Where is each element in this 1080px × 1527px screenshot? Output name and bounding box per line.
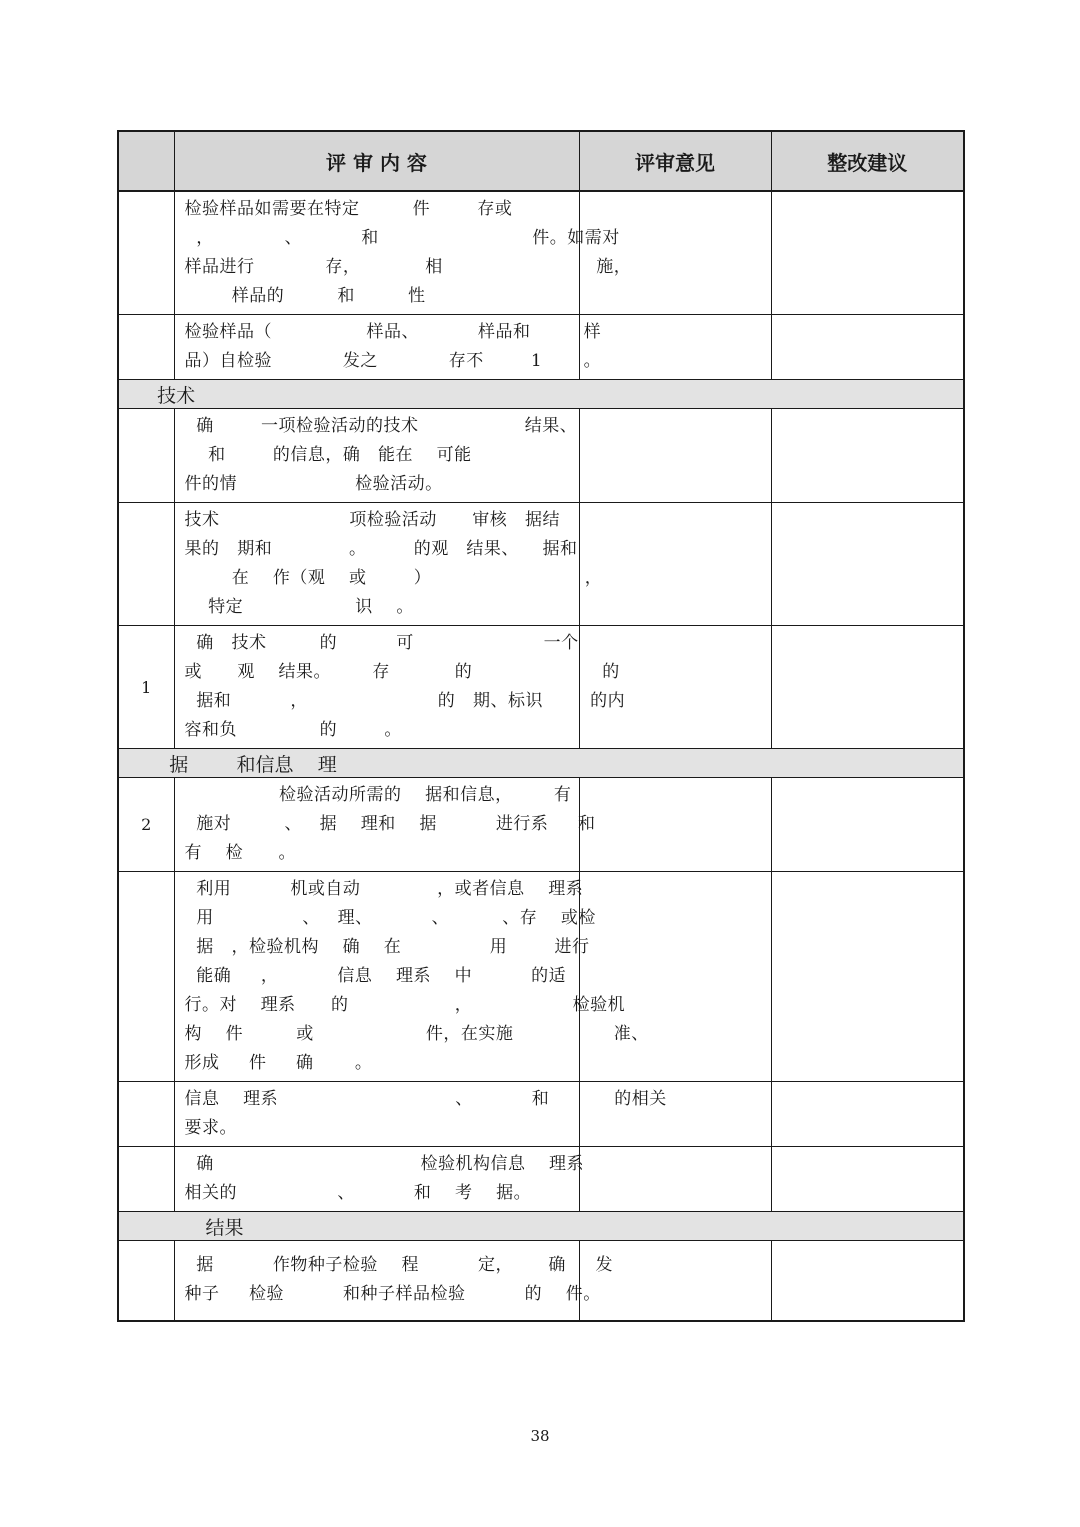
section-title: 技术	[118, 380, 964, 409]
row-number	[118, 191, 174, 315]
opinion-cell[interactable]	[579, 1241, 771, 1321]
review-content-cell: 确 检验机构信息 理系 相关的 、 和 考 据。	[174, 1147, 579, 1212]
row-number	[118, 1082, 174, 1147]
review-content-cell: 检验样品如需要在特定 件 存或 ， 、 和 件。如需对 样品进行 存， 相 施， 样品的 和 性	[174, 191, 579, 315]
review-content-cell: 确 技术 的 可 一个 或 观 结果。 存 的 的 据和 ， 的 期、标识 的内 容和负 的 。	[174, 626, 579, 749]
suggestion-cell[interactable]	[771, 315, 964, 380]
table-row	[118, 409, 964, 503]
page-number: 38	[530, 1427, 550, 1445]
suggestion-cell[interactable]	[771, 409, 964, 503]
review-content-cell: 检验活动所需的 据和信息， 有 施对 、 据 理和 据 进行系 和 有 检 。	[174, 778, 579, 872]
table-row	[118, 626, 964, 749]
row-number: 2	[118, 778, 174, 872]
section-title: 据 和信息 理	[118, 749, 964, 778]
row-number	[118, 872, 174, 1082]
suggestion-cell[interactable]	[771, 1082, 964, 1147]
suggestion-cell[interactable]	[771, 191, 964, 315]
section-row	[118, 1212, 964, 1241]
header-number	[118, 131, 174, 191]
row-number	[118, 315, 174, 380]
suggestion-cell[interactable]	[771, 503, 964, 626]
suggestion-cell[interactable]	[771, 1147, 964, 1212]
row-number: 1	[118, 626, 174, 749]
opinion-cell[interactable]	[579, 872, 771, 1082]
suggestion-cell[interactable]	[771, 1241, 964, 1321]
review-content-cell: 检验样品（ 样品、 样品和 样 品）自检验 发之 存不 1 。	[174, 315, 579, 380]
table-row	[118, 778, 964, 872]
section-title: 结果	[118, 1212, 964, 1241]
opinion-cell[interactable]	[579, 1147, 771, 1212]
opinion-cell[interactable]	[579, 409, 771, 503]
review-table	[117, 130, 965, 1322]
header-review-content: 评 审 内 容	[174, 131, 579, 191]
suggestion-cell[interactable]	[771, 778, 964, 872]
table-row	[118, 872, 964, 1082]
section-row	[118, 380, 964, 409]
table-row	[118, 1082, 964, 1147]
row-number	[118, 409, 174, 503]
review-content-cell: 信息 理系 、 和 的相关 要求。	[174, 1082, 579, 1147]
row-number	[118, 1241, 174, 1321]
review-content-cell: 利用 机或自动 ，或者信息 理系 用 、 理、 、 、存 或检 据 ，检验机构 确 在 用 进行 能确 ， 信息 理系 中 的适 行。对 理系 的 ， 检验机 构 件 或 件，在实施 准、 形成 件 确 。	[174, 872, 579, 1082]
review-content-cell: 技术 项检验活动 审核 据结 果的 期和 。 的观 结果、 据和 在 作（观 或 ） ， 特定 识 。	[174, 503, 579, 626]
opinion-cell[interactable]	[579, 626, 771, 749]
suggestion-cell[interactable]	[771, 872, 964, 1082]
header-review-opinion: 评审意见	[579, 131, 771, 191]
header-rectification-suggestion: 整改建议	[771, 131, 964, 191]
opinion-cell[interactable]	[579, 315, 771, 380]
table-header	[118, 131, 964, 191]
table-row	[118, 1147, 964, 1212]
table-row	[118, 1241, 964, 1321]
review-content-cell: 确 一项检验活动的技术 结果、 和 的信息，确 能在 可能 件的情 检验活动。	[174, 409, 579, 503]
opinion-cell[interactable]	[579, 191, 771, 315]
row-number	[118, 503, 174, 626]
section-row	[118, 749, 964, 778]
opinion-cell[interactable]	[579, 503, 771, 626]
table-row	[118, 191, 964, 315]
row-number	[118, 1147, 174, 1212]
table-row	[118, 315, 964, 380]
opinion-cell[interactable]	[579, 778, 771, 872]
suggestion-cell[interactable]	[771, 626, 964, 749]
review-content-cell: 据 作物种子检验 程 定， 确 发 种子 检验 和种子样品检验 的 件。	[174, 1241, 579, 1321]
table-row	[118, 503, 964, 626]
